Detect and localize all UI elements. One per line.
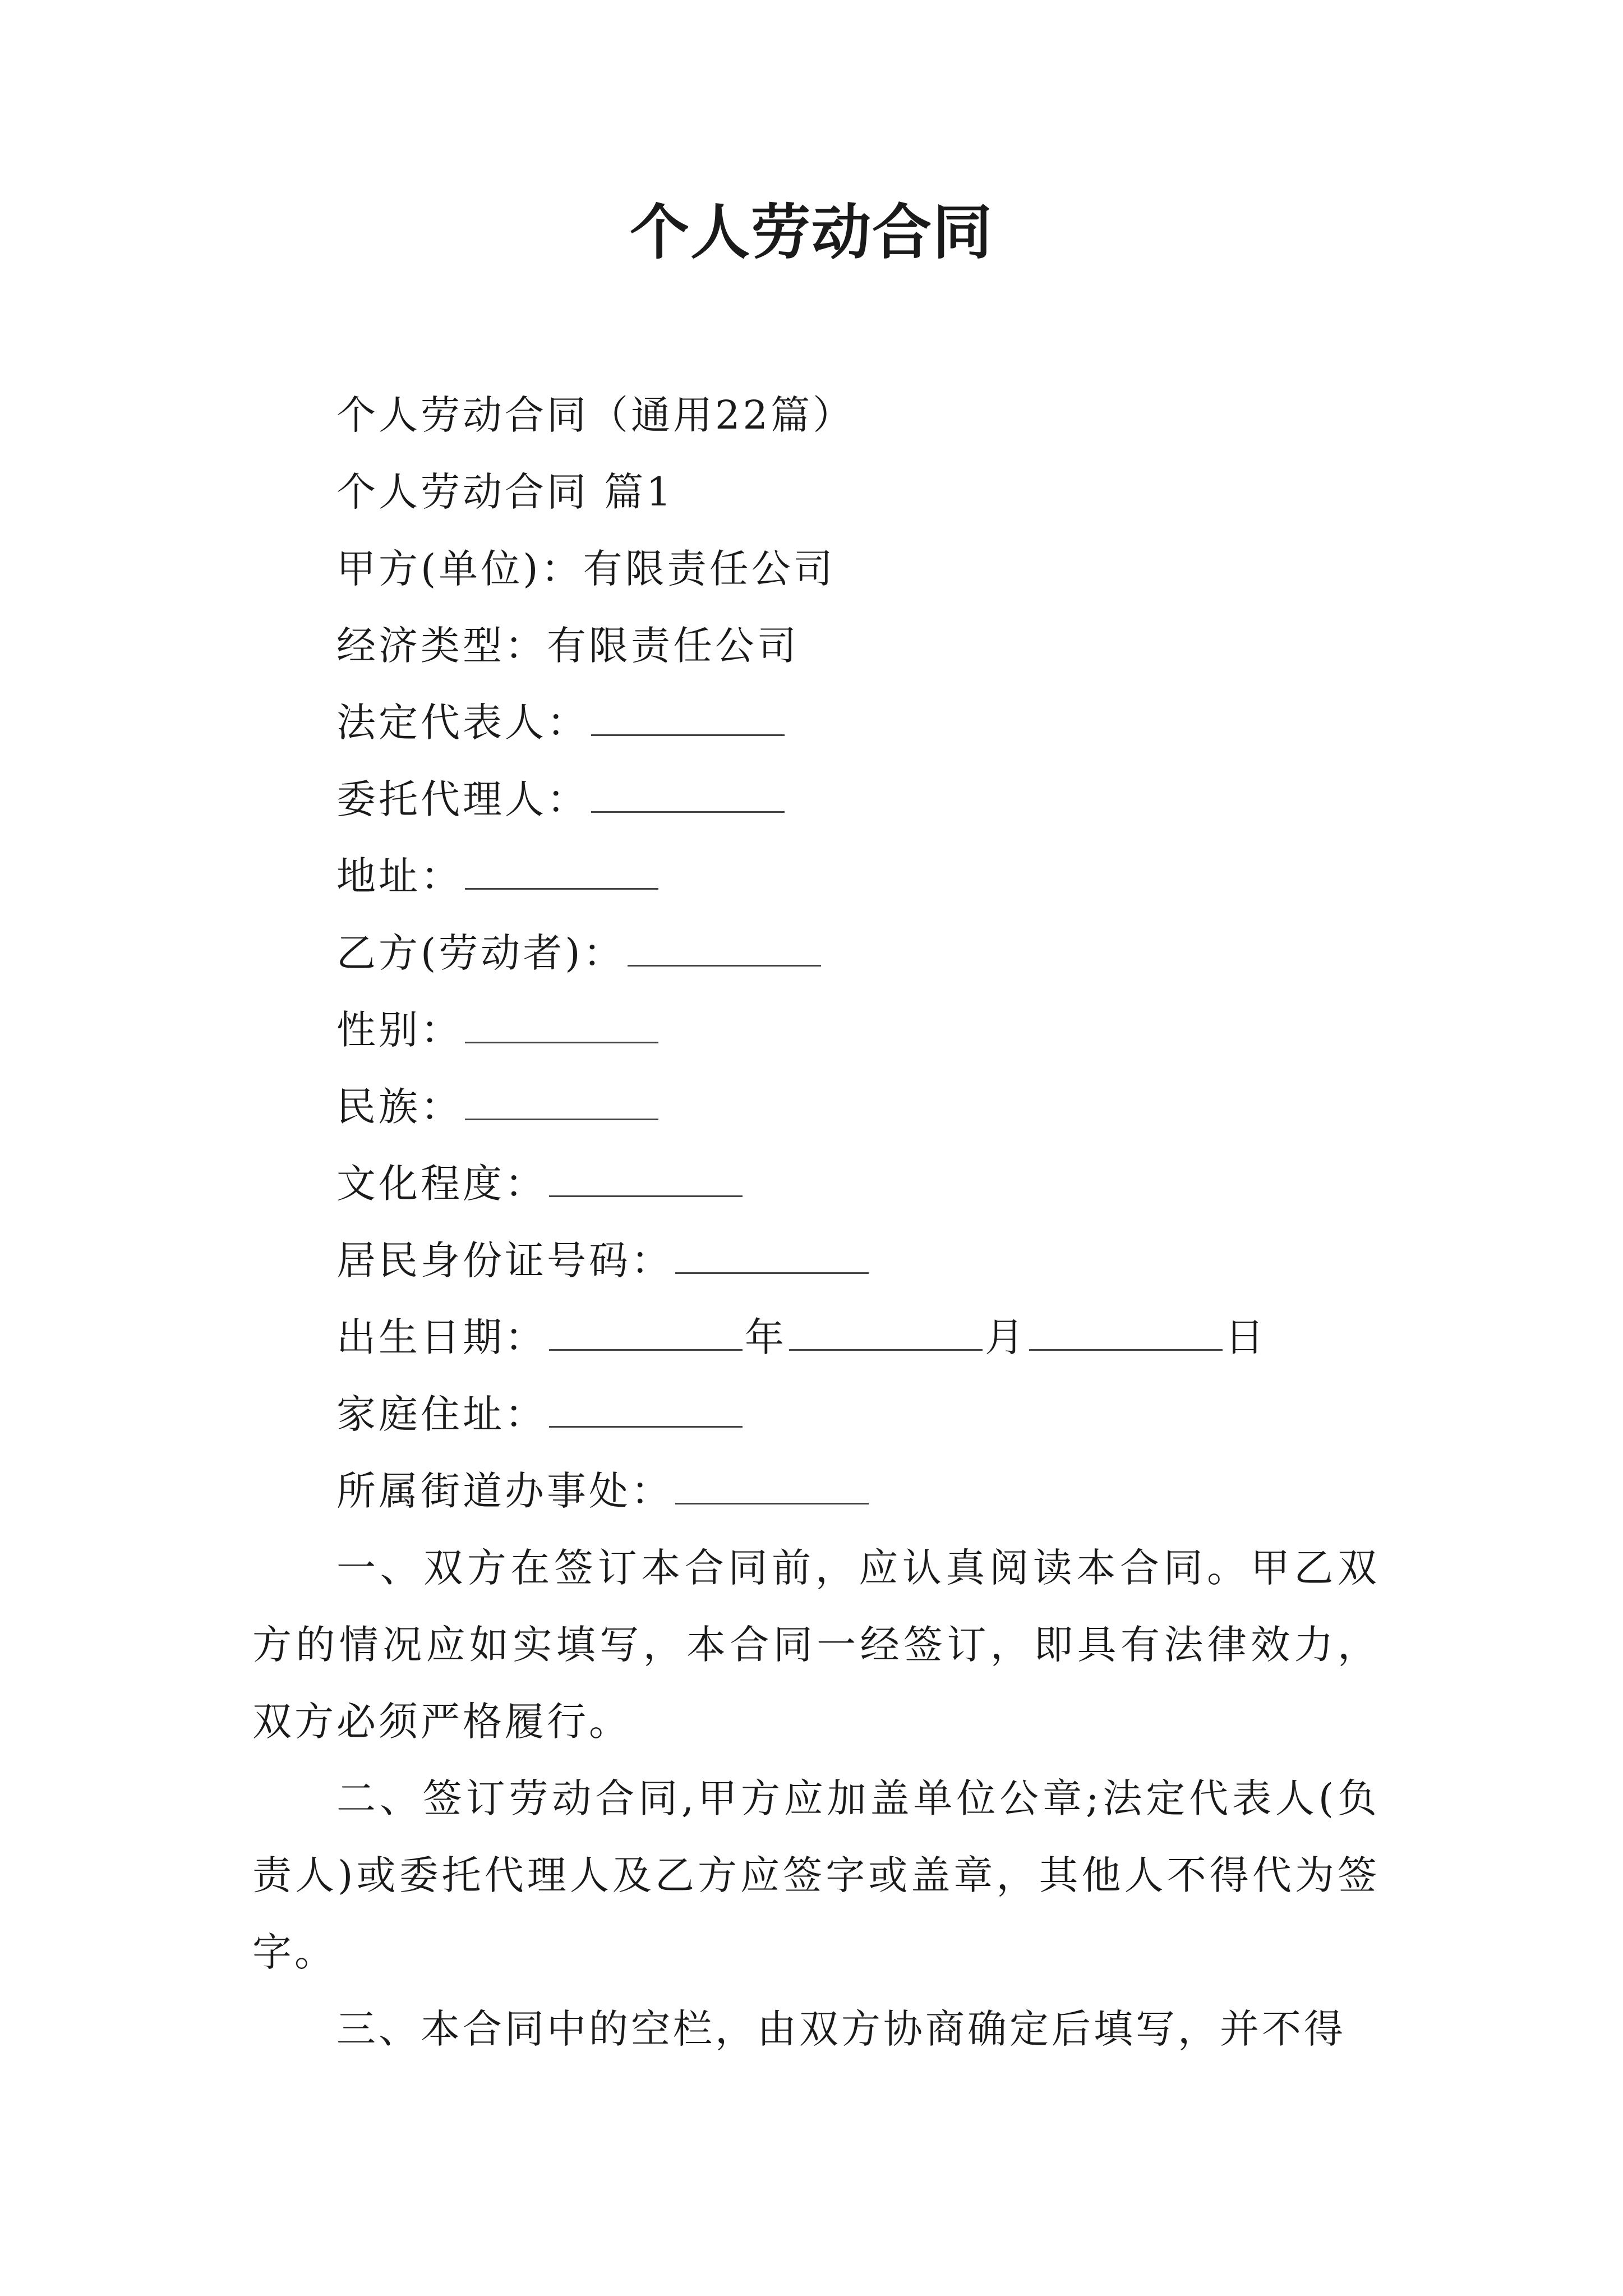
document-title: 个人劳动合同 bbox=[630, 198, 993, 267]
clause-3: 三、本合同中的空栏，由双方协商确定后填写，并不得 bbox=[336, 2006, 1346, 2052]
blank-underline-month bbox=[789, 1317, 983, 1351]
clause-2: 二、签订劳动合同,甲方应加盖单位公章;法定代表人(负责人)或委托代理人及乙方应签字或盖章，其他人不得代为签字。 bbox=[252, 1775, 1380, 1975]
field-label: 地址： bbox=[336, 853, 463, 899]
blank-underline bbox=[549, 1393, 743, 1428]
field-label: 文化程度： bbox=[336, 1161, 547, 1207]
blank-underline bbox=[465, 1086, 658, 1120]
field-label: 家庭住址： bbox=[336, 1391, 547, 1437]
party-a-line: 甲方(单位)：有限责任公司 bbox=[336, 546, 836, 592]
blank-underline bbox=[675, 1470, 869, 1504]
field-label: 民族： bbox=[336, 1084, 463, 1130]
party-b-line bbox=[252, 915, 1380, 992]
blank-underline bbox=[628, 932, 821, 967]
birth-date-line bbox=[252, 1299, 1380, 1376]
blank-underline bbox=[465, 855, 658, 890]
field-label: 居民身份证号码： bbox=[336, 1237, 673, 1283]
education-line bbox=[252, 1145, 1380, 1222]
clause-1: 一、双方在签订本合同前，应认真阅读本合同。甲乙双方的情况应如实填写，本合同一经签订，即具有法律效力，双方必须严格履行。 bbox=[252, 1545, 1380, 1745]
year-label: 年 bbox=[745, 1314, 787, 1360]
street-office-line bbox=[252, 1453, 1380, 1530]
field-label: 性别： bbox=[336, 1007, 463, 1053]
gender-line bbox=[252, 992, 1380, 1069]
field-label: 所属街道办事处： bbox=[336, 1468, 673, 1514]
month-label: 月 bbox=[985, 1314, 1027, 1360]
id-number-line bbox=[252, 1222, 1380, 1299]
field-label: 法定代表人： bbox=[336, 700, 589, 746]
ethnicity-line bbox=[252, 1069, 1380, 1145]
home-address-line bbox=[252, 1376, 1380, 1453]
economic-type-line: 经济类型：有限责任公司 bbox=[336, 623, 799, 669]
subtitle-line: 个人劳动合同（通用22篇） bbox=[336, 392, 855, 438]
blank-underline bbox=[549, 1163, 743, 1197]
field-label: 出生日期： bbox=[336, 1314, 547, 1360]
blank-underline bbox=[465, 1009, 658, 1043]
document-body bbox=[252, 377, 1380, 2068]
day-label: 日 bbox=[1225, 1314, 1267, 1360]
section-heading: 个人劳动合同 篇1 bbox=[336, 469, 674, 515]
authorized-agent-line bbox=[252, 761, 1380, 838]
blank-underline bbox=[591, 702, 785, 736]
blank-underline-day bbox=[1029, 1317, 1223, 1351]
field-label: 委托代理人： bbox=[336, 776, 589, 822]
blank-underline bbox=[591, 779, 785, 813]
address-line bbox=[252, 838, 1380, 915]
blank-underline bbox=[675, 1240, 869, 1274]
field-label: 乙方(劳动者)： bbox=[336, 930, 625, 976]
blank-underline-year bbox=[549, 1317, 743, 1351]
legal-representative-line bbox=[252, 684, 1380, 761]
